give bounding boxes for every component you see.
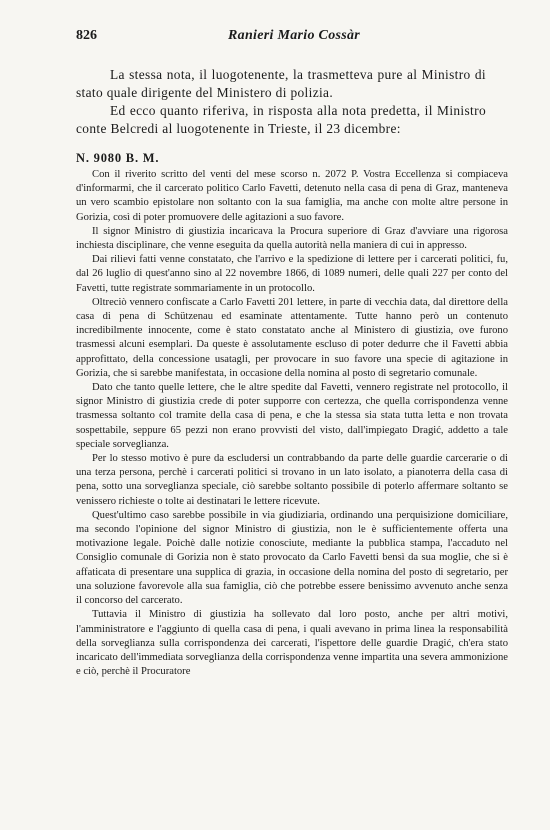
running-header <box>76 28 516 46</box>
body-paragraph: Il signor Ministro di giustizia incaricava la Procura superiore di Graz d'avviare una rigorosa inchiesta disciplinare, che venne eseguita da quella autorità nella maniera di cui in appresso. <box>76 225 508 252</box>
body-paragraph: Tuttavia il Ministro di giustizia ha sollevato dal loro posto, anche per altri motivi, l'amministratore e l'aggiunto di quella casa di pena, i quali avevano in prima linea la responsabilità della sorveglianza sulla corrispondenza dei carcerati, l'ispettore delle guardie Dragić, ch'era stato incaricato dell'immediata sorveglianza della corrispondenza venne impartita una severa ammonizione e ciò, perchè il Procuratore <box>76 609 508 678</box>
body-paragraph: Quest'ultimo caso sarebbe possibile in via giudiziaria, ordinando una perquisizione domiciliare, ma secondo l'opinione del signor Ministro di giustizia, non le è sufficientemente offerta una motivazione legale. Poichè dalle notizie conosciute, mediante la pubblica stampa, l'accaduto nel Consiglio comunale di Gorizia non è stato provocato da Carlo Favetti bensì da sua moglie, che si è affaticata di presentare una supplica di grazia, in occasione della nomina del posto di segretario, per una soluzione favorevole alla sua famiglia, ciò che potrebbe essere benissimo avvenuto anche senza il concorso del carcerato. <box>76 509 508 607</box>
body-paragraph: Dai rilievi fatti venne constatato, che l'arrivo e la spedizione di lettere per i carcerati politici, fu, dal 26 luglio di quest'anno sino al 22 novembre 1866, di 1089 numeri, delle quali 227 per conto del Favetti, tutte registrate sommariamente in un protocollo. <box>76 254 508 294</box>
document-reference: N. 9080 B. M. <box>76 151 160 165</box>
body-paragraph: Dato che tanto quelle lettere, che le altre spedite dal Favetti, vennero registrate nel protocollo, il signor Ministro di giustizia crede di poter supporre con certezza, che quella corrispondenza venne trasmessa soltanto col tramite della casa di pena, e che la stessa sia stata tutta letta e non trovata sospettabile, seppure 65 pezzi non erano provvisti del visto, dall'impiegato Dragić, addetto a tale speciale sorveglianza. <box>76 382 508 450</box>
body-paragraph: Oltreciò vennero confiscate a Carlo Favetti 201 lettere, in parte di vecchia data, dal direttore della casa di pena di Schützenau ed esaminate attentamente. Tutte hanno però un contenuto incredibilmente innocente, come è stato constatato anche al Ministero di giustizia, ove furono trasmessi alcuni esemplari. Da queste è assolutamente escluso di poter dedurre che il Favetti abbia approfittato, della concessione usatagli, per provocare in suo favore una specie di agitazione in Gorizia, che si sarebbe manifestata, in occasione della nomina al posto di segretario comunale. <box>76 296 508 379</box>
running-title: Ranieri Mario Cossàr <box>228 28 361 43</box>
page-number: 826 <box>76 28 97 43</box>
quoted-letter <box>76 168 508 679</box>
lead-paragraph: La stessa nota, il luogotenente, la trasmetteva pure al Ministro di stato quale dirigente del Ministero di polizia. <box>76 67 486 100</box>
body-paragraph: Per lo stesso motivo è pure da escludersi un contrabbando da parte delle guardie carcerarie o di una terza persona, perchè i carcerati politici si trovano in un lato isolato, a pianoterra della casa di pena, sotto una sorveglianza speciale, ciò sarebbe soltanto possibile di poterlo affermare soltanto se venissero richieste o tolte ai destinatari le lettere ricevute. <box>76 453 508 507</box>
lead-paragraph: Ed ecco quanto riferiva, in risposta alla nota predetta, il Ministro conte Belcredi al luogotenente in Trieste, il 23 dicembre: <box>76 103 486 136</box>
lead-text <box>76 66 486 138</box>
body-paragraph: Con il riverito scritto del venti del mese scorso n. 2072 P. Vostra Eccellenza si compiaceva d'informarmi, che il carcerato politico Carlo Favetti, detenuto nella casa di pena di Graz, manteneva un vero scambio epistolare non soltanto con la sua famiglia, ma anche con molte altre persone in Gorizia, così di poter promuovere delle agitazioni a suo favore. <box>76 169 508 223</box>
